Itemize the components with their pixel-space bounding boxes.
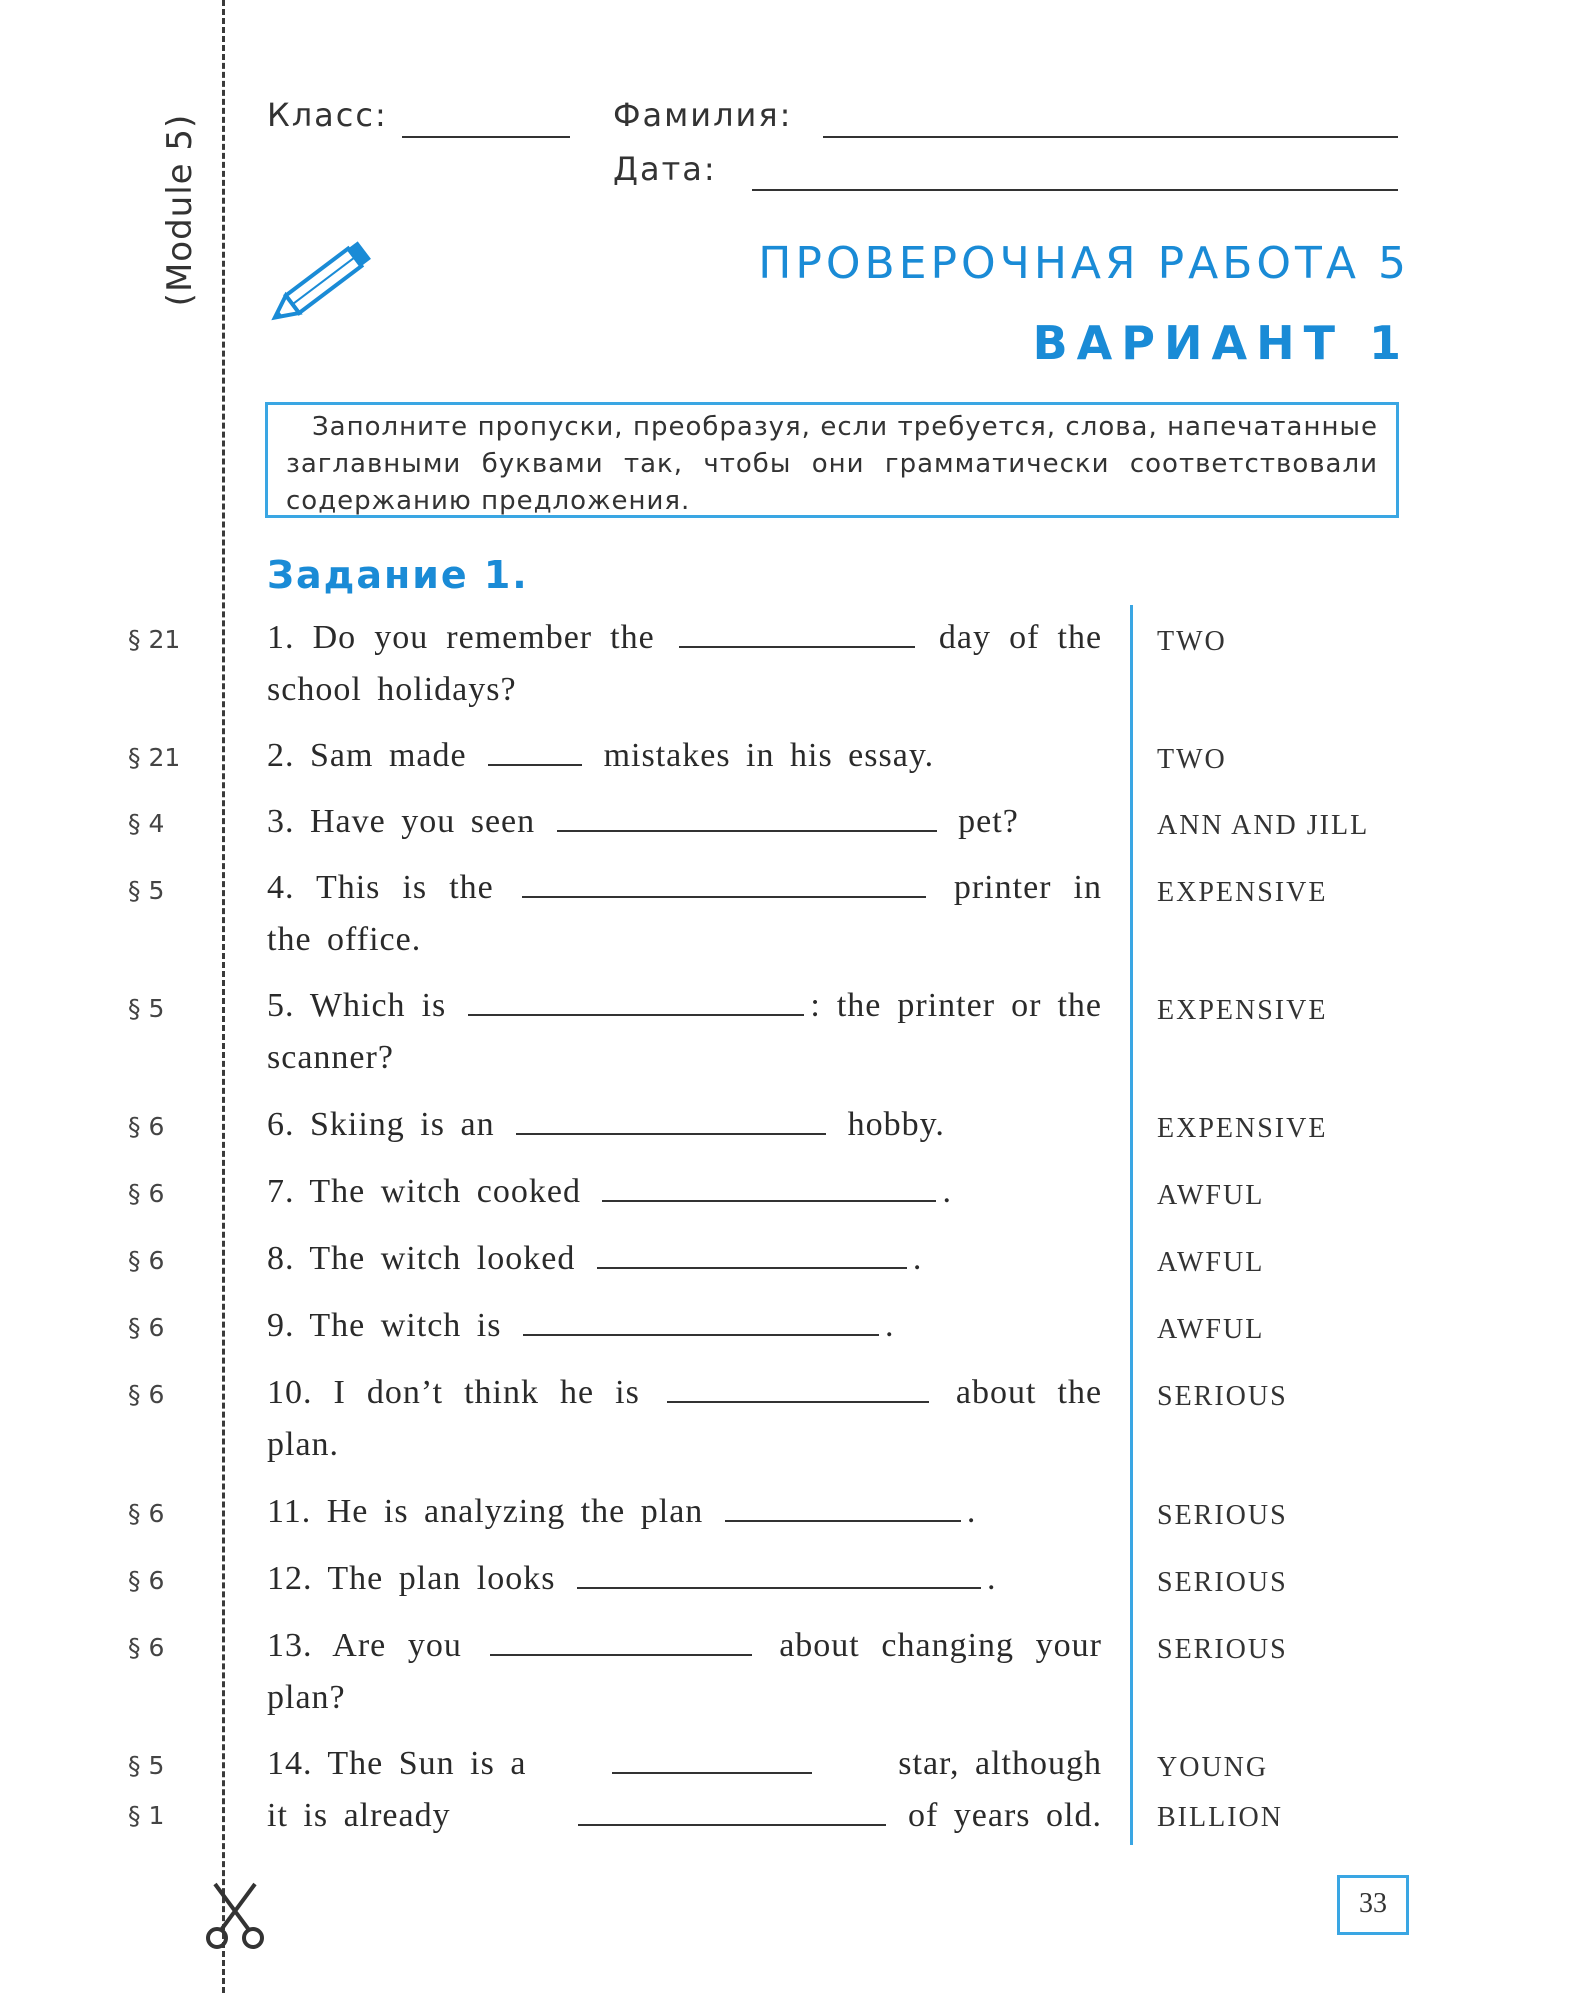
class-label: Класс: <box>267 96 388 134</box>
exercise-sentence: 7. The witch cooked . <box>267 1173 952 1210</box>
exercise-sentence: 11. He is analyzing the plan . <box>267 1493 977 1530</box>
paragraph-ref: § 1 <box>128 1801 165 1830</box>
paragraph-ref: § 6 <box>128 1313 165 1342</box>
source-word: AWFUL <box>1157 1247 1265 1278</box>
answer-blank[interactable] <box>523 1308 879 1336</box>
exercise-sentence: 3. Have you seen pet? <box>267 803 1019 840</box>
paragraph-ref: § 6 <box>128 1246 165 1275</box>
exercise-sentence: 2. Sam made mistakes in his essay. <box>267 737 935 774</box>
page-number: 33 <box>1337 1875 1409 1935</box>
exercise-sentence: 5. Which is : the printer or the scanner? <box>267 987 1102 1076</box>
answer-blank[interactable] <box>725 1494 961 1522</box>
exercise-sentence: 1. Do you remember the day of the school holidays? <box>267 619 1103 708</box>
page-title: ПРОВЕРОЧНАЯ РАБОТА 5 <box>758 238 1410 289</box>
exercise-sentence: 6. Skiing is an hobby. <box>267 1106 945 1143</box>
answer-blank[interactable] <box>597 1241 907 1269</box>
source-word: SERIOUS <box>1157 1381 1288 1412</box>
paragraph-ref: § 4 <box>128 809 165 838</box>
answer-blank[interactable] <box>468 988 804 1016</box>
module-label: (Module 5) <box>160 113 200 307</box>
source-word: ANN AND JILL <box>1157 810 1370 841</box>
surname-field[interactable] <box>823 136 1398 138</box>
source-word: YOUNG <box>1157 1752 1269 1783</box>
source-word: AWFUL <box>1157 1314 1265 1345</box>
answer-blank[interactable] <box>522 870 926 898</box>
exercise-sentence: 12. The plan looks . <box>267 1560 997 1597</box>
variant-title: ВАРИАНТ 1 <box>1032 316 1410 370</box>
answer-blank[interactable] <box>612 1746 812 1774</box>
answer-blank[interactable] <box>578 1798 886 1826</box>
cut-line <box>222 0 225 1993</box>
exercise-sentence: 14. The Sun is a star, although <box>267 1745 1102 1782</box>
class-field[interactable] <box>402 136 570 138</box>
exercise-sentence: 8. The witch looked . <box>267 1240 923 1277</box>
surname-label: Фамилия: <box>613 96 793 134</box>
answer-blank[interactable] <box>577 1561 981 1589</box>
source-word: SERIOUS <box>1157 1567 1288 1598</box>
exercise-sentence: 13. Are you about changing your plan? <box>267 1627 1103 1716</box>
answer-blank[interactable] <box>602 1174 936 1202</box>
paragraph-ref: § 6 <box>128 1499 165 1528</box>
exercise-sentence: 9. The witch is . <box>267 1307 895 1344</box>
pencil-icon <box>262 238 380 330</box>
source-word: EXPENSIVE <box>1157 1113 1328 1144</box>
paragraph-ref: § 5 <box>128 994 165 1023</box>
paragraph-ref: § 6 <box>128 1112 165 1141</box>
exercise-sentence: 10. I don’t think he is about the plan. <box>267 1374 1103 1463</box>
source-word: SERIOUS <box>1157 1500 1288 1531</box>
answer-blank[interactable] <box>557 804 937 832</box>
exercise-sentence: 4. This is the printer in the office. <box>267 869 1102 958</box>
answer-blank[interactable] <box>679 620 915 648</box>
scissors-icon <box>203 1880 267 1952</box>
task-title: Задание 1. <box>267 553 529 597</box>
source-word: AWFUL <box>1157 1180 1265 1211</box>
paragraph-ref: § 5 <box>128 876 165 905</box>
paragraph-ref: § 6 <box>128 1380 165 1409</box>
source-word: TWO <box>1157 744 1227 775</box>
source-word: BILLION <box>1157 1802 1283 1833</box>
column-divider <box>1130 605 1133 1845</box>
sentence-fragment: it is already <box>267 1797 451 1834</box>
paragraph-ref: § 6 <box>128 1179 165 1208</box>
answer-blank[interactable] <box>490 1628 752 1656</box>
paragraph-ref: § 6 <box>128 1633 165 1662</box>
paragraph-ref: § 5 <box>128 1751 165 1780</box>
paragraph-ref: § 6 <box>128 1566 165 1595</box>
paragraph-ref: § 21 <box>128 743 181 772</box>
source-word: TWO <box>1157 626 1227 657</box>
answer-blank[interactable] <box>667 1375 929 1403</box>
instruction-box: Заполните пропуски, преобразуя, если требуется, слова, напечатанные заглавными буквами так, чтобы они грамматически соответствовали содержанию предложения. <box>265 402 1399 518</box>
answer-blank[interactable] <box>488 738 582 766</box>
date-label: Дата: <box>613 150 717 188</box>
source-word: SERIOUS <box>1157 1634 1288 1665</box>
source-word: EXPENSIVE <box>1157 995 1328 1026</box>
source-word: EXPENSIVE <box>1157 877 1328 908</box>
exercise-sentence: it is already of years old. <box>267 1790 1102 1842</box>
answer-blank[interactable] <box>516 1107 826 1135</box>
paragraph-ref: § 21 <box>128 625 181 654</box>
date-field[interactable] <box>752 189 1398 191</box>
